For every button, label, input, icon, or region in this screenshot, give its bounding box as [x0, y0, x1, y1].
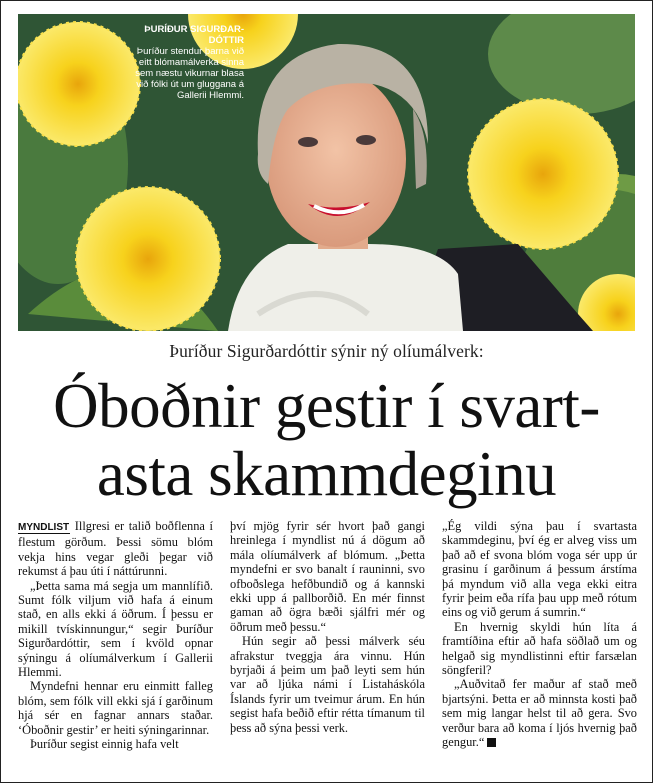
article-photo	[18, 14, 635, 331]
paragraph: Myndefni hennar eru einmitt falleg blóm, sem fólk vill ekki sjá í garðinum hjá sér en fagnar annars staðar. ‘Óboðnir gestir’ er heiti sýningarinnar.	[18, 679, 213, 737]
headline-line-2: asta skammdeginu	[96, 439, 557, 509]
paragraph	[18, 519, 213, 579]
paragraph: Hún segir að þessi málverk séu afrakstur tveggja ára vinnu. Hún byrjaði á þeim um það leyti sem hún var að ljúka námi í Listaháskóla Íslands fyrir um tveimur árum. En hún segist hafa beðið eftir rétta tímanum til þess að sýna þessi verk.	[230, 634, 425, 735]
article-headline	[0, 372, 653, 508]
paragraph: „Þetta sama má segja um mannlífið. Sumt fólk viljum við hafa á einum stað, en alls ekki á öðrum. Í þessu er mikill tvískinnungur,“ segir Þuríður Sigurðardóttir, sem í kvöld opnar sýningu á olíumálverkum í Gallerii Hlemmi.	[18, 578, 213, 680]
paragraph-text: „Auðvitað fer maður af stað með bjartsýni. Þetta er að minnsta kosti það sem mig langar helst til að gera. Svo verður bara að koma í ljós hvernig það gengur.“	[442, 677, 637, 750]
column-2	[230, 519, 425, 735]
dandelion-flower-left-bottom	[76, 187, 220, 331]
photo-illustration	[18, 14, 635, 331]
paragraph	[442, 677, 637, 749]
end-of-article-mark	[487, 738, 496, 747]
dandelion-flower-right	[468, 99, 618, 249]
article-kicker: Þuríður Sigurðardóttir sýnir ný olíumálverk:	[169, 341, 484, 361]
column-1	[18, 519, 213, 752]
column-3	[442, 519, 637, 750]
paragraph: því mjög fyrir sér hvort það gangi hreinlega í myndlist nú á dögum að mála olíumálverk af blómum. „Þetta myndefni er svo banalt í rauninni, svo ofboðslega hefðbundið og á kannski ekki upp á pallborðið. En mér finnst gaman að ögra bæði sjálfri mér og öðrum með þessu.“	[230, 519, 425, 634]
caption-title: ÞURÍÐUR SIGURÐAR-DÓTTIR	[144, 24, 244, 46]
section-label: MYNDLIST	[18, 522, 70, 533]
paragraph-text: Illgresi er talið boðflenna í flestum görðum. Þessi sömu blóm vekja hins vegar gleði þegar við rekumst á þau úti í náttúrunni.	[18, 519, 213, 579]
headline-line-1: Óboðnir gestir í svart-	[53, 371, 600, 441]
caption-text: Þuríður stendur þarna við eitt blómamálverka sinna sem næstu vikurnar blasa við fólki út um gluggana á Gallerii Hlemmi.	[135, 46, 244, 101]
paragraph: En hvernig skyldi hún líta á framtíðina eftir að hafa söðlað um og helgað sig myndlistinni eftir farsælan söngferil?	[442, 619, 637, 678]
dandelion-flower-left-top	[18, 22, 140, 146]
paragraph: Þuríður segist einnig hafa velt	[30, 737, 179, 752]
article-body	[18, 519, 636, 774]
paragraph: „Ég vildi sýna þau í svartasta skammdeginu, því ég er alveg viss um það að ef svona blóm voga sér upp úr grasinu í garðinum á þessum árstíma þá myndum við alla vega ekki eitra fyrir þeim eða rífa þau upp með rótum eins og við gerum á sumrin.“	[442, 519, 637, 620]
photo-caption	[126, 24, 244, 101]
